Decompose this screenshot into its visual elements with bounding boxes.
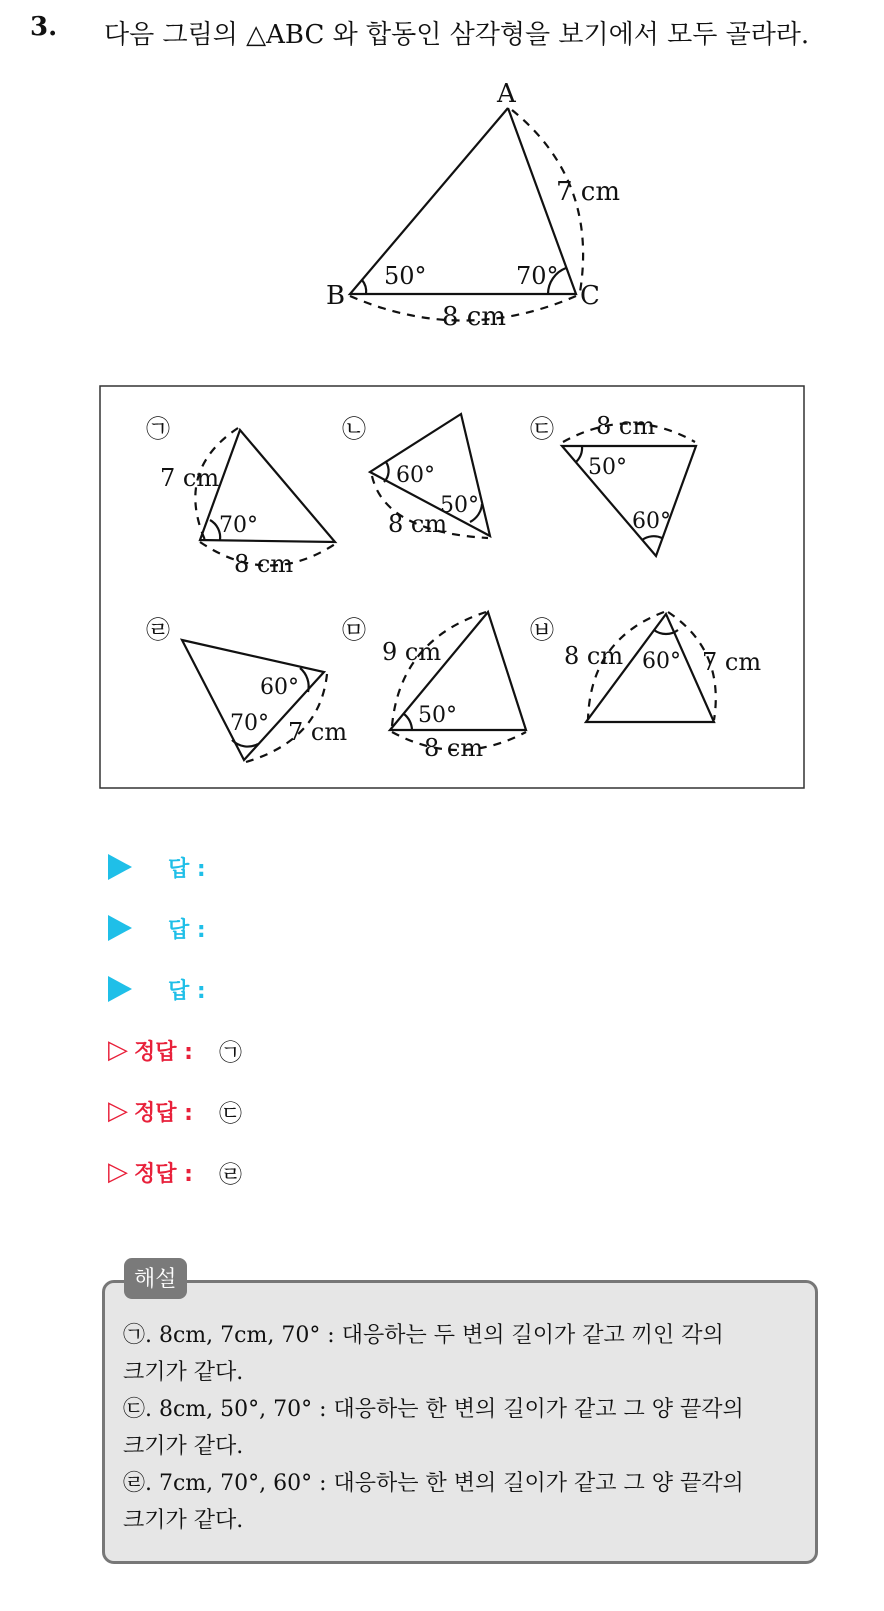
choice-label: 9 cm	[382, 638, 442, 666]
correct-answer-label: 정답 :	[134, 1161, 193, 1187]
solution-tag: 해설	[124, 1258, 187, 1299]
answer-label: 답 :	[168, 917, 206, 943]
correct-answer-row	[108, 1096, 242, 1126]
answer-label: 답 :	[168, 978, 206, 1004]
choice-label: 50°	[588, 455, 627, 480]
choice-f	[530, 612, 761, 722]
side-ac-label: 7 cm	[556, 177, 621, 207]
solution-line: ㉢. 8cm, 50°, 70° : 대응하는 한 변의 길이가 같고 그 양 끝각의	[123, 1397, 744, 1422]
choice-label: 8 cm	[424, 734, 484, 762]
choice-marker: ㉣	[146, 616, 170, 644]
correct-answer-value: ㉣	[218, 1161, 242, 1188]
choice-label: 8 cm	[388, 510, 448, 538]
solution-line: ㉣. 7cm, 70°, 60° : 대응하는 한 변의 길이가 같고 그 양 끝각의	[123, 1471, 744, 1496]
angle-b-arc	[362, 280, 366, 294]
answer-label: 답 :	[168, 856, 206, 882]
choice-label: 60°	[396, 463, 435, 488]
choice-label: 8 cm	[596, 412, 656, 440]
choice-e	[342, 612, 526, 762]
answer-row	[108, 974, 242, 1004]
correct-answer-row	[108, 1157, 242, 1187]
choices-box	[0, 380, 884, 800]
solution-line: 크기가 같다.	[123, 1434, 244, 1459]
solution-line: 크기가 같다.	[123, 1360, 244, 1385]
question-text: 다음 그림의 △ABC 와 합동인 삼각형을 보기에서 모두 골라라.	[104, 20, 810, 50]
choice-label: 50°	[440, 493, 479, 518]
correct-answer-label: 정답 :	[134, 1039, 193, 1065]
answer-row	[108, 913, 242, 943]
solution-line: 크기가 같다.	[123, 1508, 244, 1533]
side-bc-label: 8 cm	[442, 302, 507, 332]
solution-line: ㉠. 8cm, 7cm, 70° : 대응하는 두 변의 길이가 같고 끼인 각의	[123, 1323, 724, 1348]
choice-a	[146, 415, 335, 578]
angle-c-label: 70°	[516, 262, 559, 290]
choice-label: 70°	[230, 711, 269, 736]
outline-arrow-icon: ▷	[108, 1157, 128, 1187]
main-triangle-figure	[0, 0, 884, 340]
play-arrow-icon	[108, 915, 132, 941]
choice-marker: ㉤	[342, 616, 366, 644]
choice-label: 70°	[219, 513, 258, 538]
correct-answer-row	[108, 1035, 242, 1065]
choice-label: 8 cm	[234, 550, 294, 578]
choice-marker: ㉡	[342, 415, 366, 443]
angle-b-label: 50°	[384, 262, 427, 290]
vertex-b-label: B	[326, 281, 346, 311]
solution-box	[102, 1280, 818, 1564]
vertex-a-label: A	[497, 79, 516, 109]
choice-marker: ㉢	[530, 415, 554, 443]
choice-marker: ㉠	[146, 415, 170, 443]
correct-answer-label: 정답 :	[134, 1100, 193, 1126]
play-arrow-icon	[108, 976, 132, 1002]
correct-answer-value: ㉠	[218, 1039, 242, 1066]
answer-section	[108, 852, 242, 1218]
question-number: 3.	[30, 12, 58, 42]
choice-label: 60°	[632, 509, 671, 534]
outline-arrow-icon: ▷	[108, 1096, 128, 1126]
choice-label: 60°	[642, 649, 681, 674]
answer-row	[108, 852, 242, 882]
choice-marker: ㉥	[530, 616, 554, 644]
vertex-c-label: C	[580, 281, 600, 311]
choice-d	[146, 616, 347, 762]
choice-label: 8 cm	[564, 642, 624, 670]
choice-label: 50°	[418, 703, 457, 728]
outline-arrow-icon: ▷	[108, 1035, 128, 1065]
choice-label: 60°	[260, 675, 299, 700]
choice-label: 7 cm	[288, 718, 348, 746]
play-arrow-icon	[108, 854, 132, 880]
choice-label: 7 cm	[160, 464, 220, 492]
choice-c	[530, 412, 696, 556]
choice-b	[342, 414, 490, 538]
choice-label: 7 cm	[702, 648, 762, 676]
correct-answer-value: ㉢	[218, 1100, 242, 1127]
